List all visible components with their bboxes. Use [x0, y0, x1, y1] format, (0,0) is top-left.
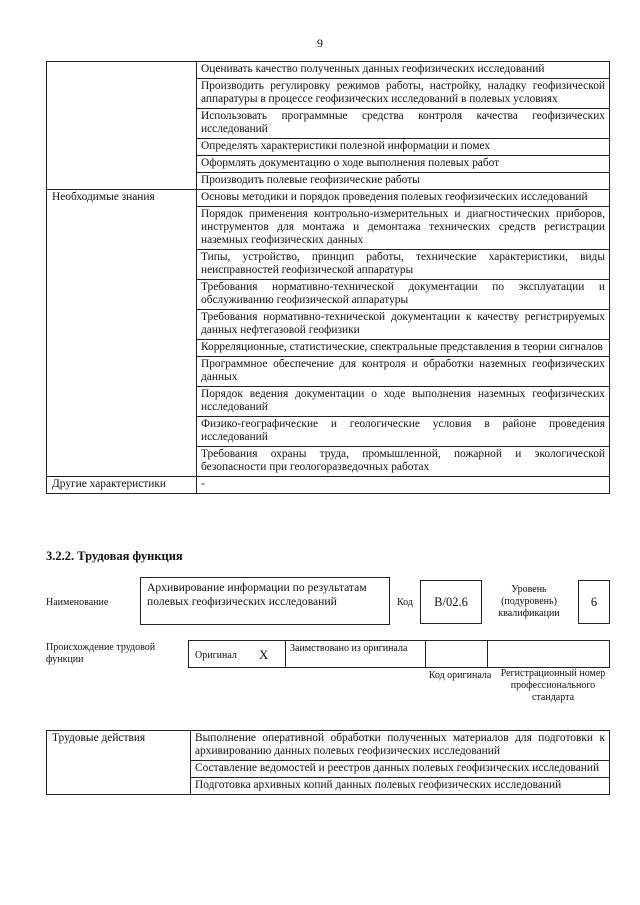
labor-action-item: Подготовка архивных копий данных полевых геофизических исследований [191, 778, 610, 795]
knowledge-item: Требования охраны труда, промышленной, пожарной и экологической безопасности при геологоразведочных работах [197, 447, 610, 477]
original-cell [188, 640, 286, 668]
function-name-box: Архивирование информации по результатам полевых геофизических исследований [140, 577, 390, 625]
borrowed-label: Заимствовано из оригинала [290, 643, 408, 654]
knowledge-label: Необходимые знания [47, 190, 197, 477]
knowledge-item: Порядок применения контрольно-измерительных и диагностических приборов, инструментов для монтажа и демонтажа технических средств регистрации наземных геофизических данных [197, 207, 610, 250]
skills-knowledge-table [46, 61, 610, 494]
knowledge-item: Корреляционные, статистические, спектральные представления в теории сигналов [197, 340, 610, 357]
table-row [47, 731, 610, 761]
origin-label: Происхождение трудовой функции [46, 642, 156, 665]
other-characteristics-value: - [197, 477, 610, 494]
level-label: Уровень (подуровень) квалификации [498, 584, 560, 619]
knowledge-item: Типы, устройство, принцип работы, технические характеристики, виды неисправностей геофизической аппаратуры [197, 250, 610, 280]
table-row [47, 190, 610, 207]
function-code-box: B/02.6 [420, 580, 482, 624]
name-label: Наименование [46, 597, 109, 608]
code-original-label: Код оригинала [428, 670, 492, 681]
knowledge-item: Порядок ведения документации о ходе выполнения наземных геофизических исследований [197, 387, 610, 417]
labor-actions-table [46, 730, 610, 795]
skill-item: Определять характеристики полезной информации и помех [197, 139, 610, 156]
original-code-cell [425, 640, 488, 668]
table-row [47, 477, 610, 494]
knowledge-item: Программное обеспечение для контроля и обработки наземных геофизических данных [197, 357, 610, 387]
knowledge-item: Основы методики и порядок проведения полевых геофизических исследований [197, 190, 610, 207]
section-heading: 3.2.2. Трудовая функция [46, 549, 183, 563]
table-row [47, 62, 610, 79]
original-label: Оригинал [195, 650, 237, 661]
labor-action-item: Составление ведомостей и реестров данных полевых геофизических исследований [191, 761, 610, 778]
knowledge-item: Требования нормативно-технической документации по эксплуатации и обслуживанию геофизической аппаратуры [197, 280, 610, 310]
knowledge-item: Требования нормативно-технической документации к качеству регистрируемых данных нефтегазовой геофизики [197, 310, 610, 340]
reg-number-label: Регистрационный номер профессионального стандарта [500, 668, 606, 703]
skill-item: Оценивать качество полученных данных геофизических исследований [197, 62, 610, 79]
level-value-box: 6 [578, 580, 610, 624]
labor-actions-label: Трудовые действия [47, 731, 191, 795]
skill-item: Использовать программные средства контроля качества геофизических исследований [197, 109, 610, 139]
reg-number-cell [487, 640, 610, 668]
skill-item: Производить полевые геофизические работы [197, 173, 610, 190]
borrowed-cell [285, 640, 426, 668]
skill-item: Производить регулировку режимов работы, настройку, наладку геофизической аппаратуры в процессе геофизических исследований в полевых условиях [197, 79, 610, 109]
labor-action-item: Выполнение оперативной обработки полученных материалов для подготовки к архивированию данных полевых геофизических исследований [191, 731, 610, 761]
skills-label-cell [47, 62, 197, 190]
code-label: Код [397, 597, 413, 608]
knowledge-item: Физико-географические и геологические условия в районе проведения исследований [197, 417, 610, 447]
original-mark: X [259, 647, 269, 662]
skill-item: Оформлять документацию о ходе выполнения полевых работ [197, 156, 610, 173]
other-characteristics-label: Другие характеристики [47, 477, 197, 494]
page-number: 9 [317, 36, 323, 50]
